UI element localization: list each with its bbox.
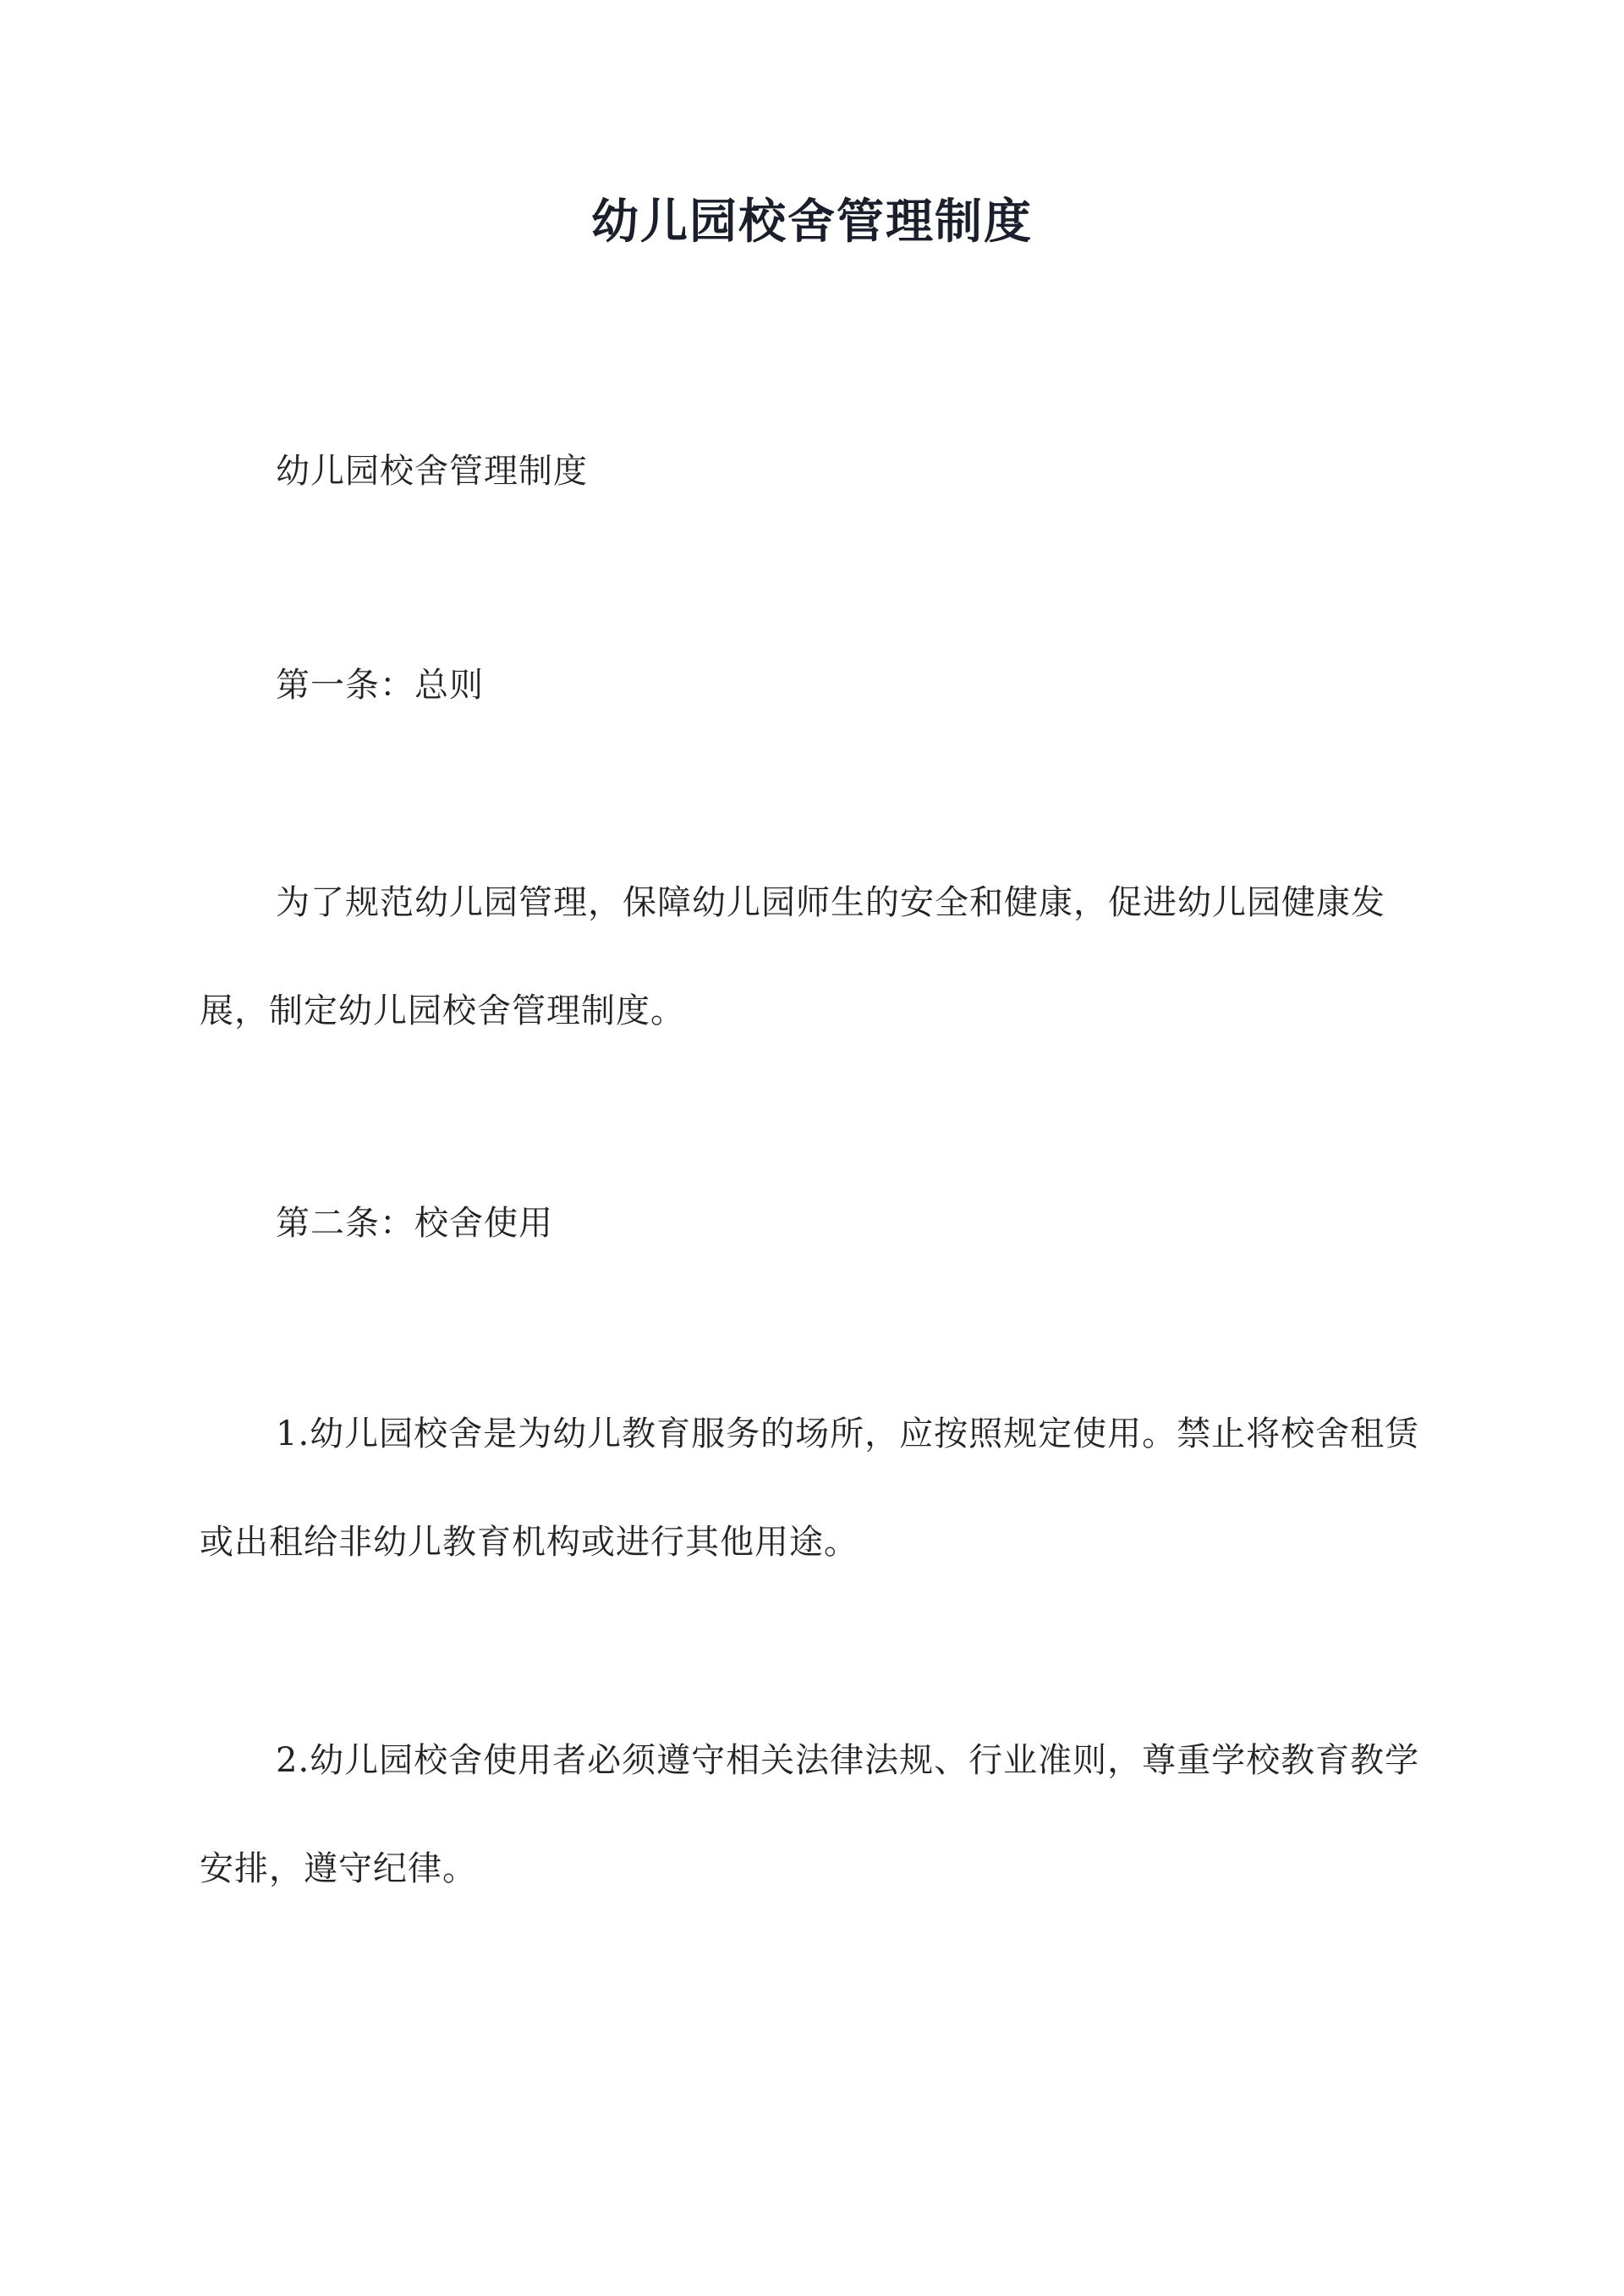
paragraph-article-2-item-1: 1.幼儿园校舍是为幼儿教育服务的场所，应按照规定使用。禁止将校舍租赁或出租给非幼儿教育机构或进行其他用途。	[200, 1414, 1420, 1562]
paragraph-subtitle: 幼儿园校舍管理制度	[276, 452, 588, 491]
paragraph-article-2-heading: 第二条：校舍使用	[276, 1204, 553, 1243]
paragraph-article-2-item-2: 2.幼儿园校舍使用者必须遵守相关法律法规、行业准则，尊重学校教育教学安排，遵守纪律。	[200, 1741, 1420, 1888]
paragraph-article-1-body: 为了规范幼儿园管理，保障幼儿园师生的安全和健康，促进幼儿园健康发展，制定幼儿园校舍管理制度。	[200, 883, 1385, 1030]
document-title: 幼儿园校舍管理制度	[591, 194, 1033, 250]
paragraph-article-1-heading: 第一条：总则	[276, 666, 484, 705]
